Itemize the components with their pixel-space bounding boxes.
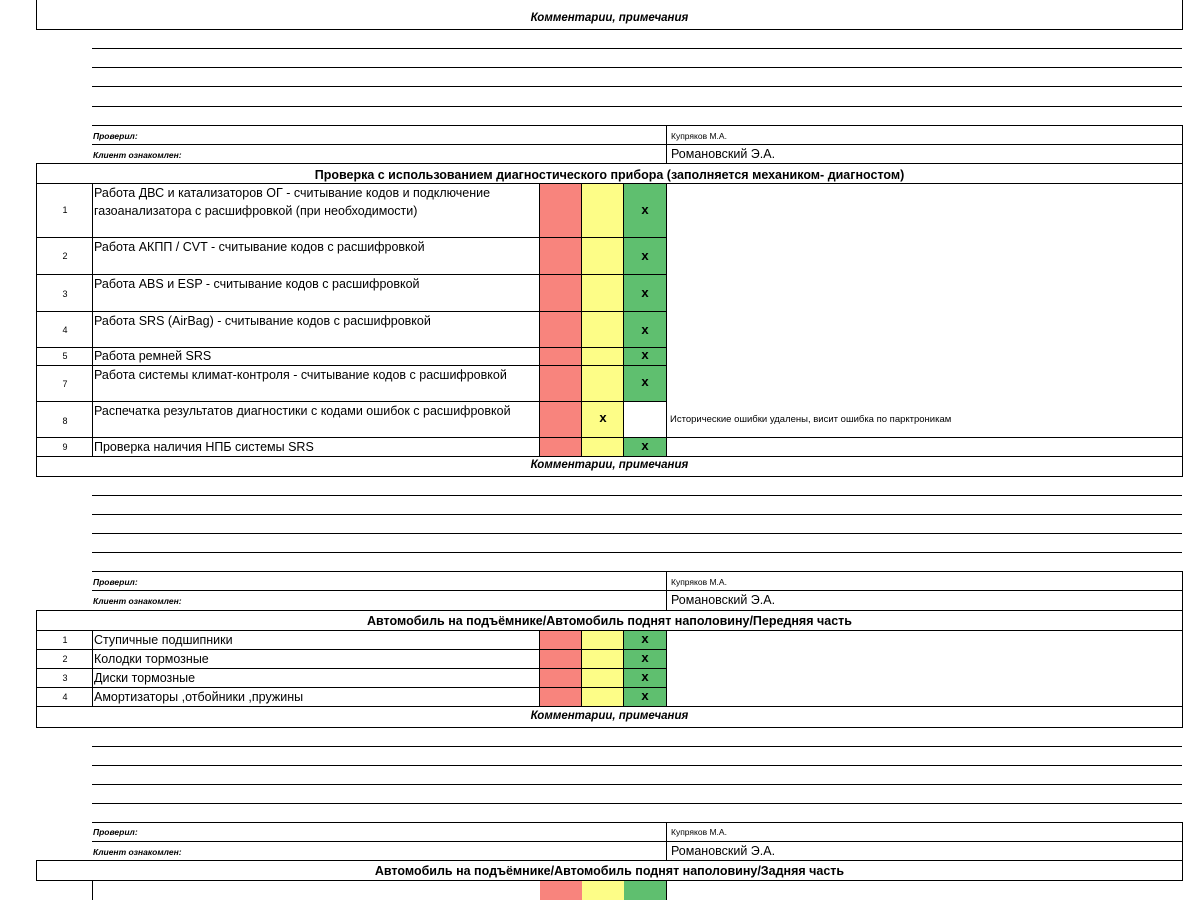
checked-by-name: Купряков М.А. (671, 577, 727, 587)
comment-line (92, 125, 1182, 126)
row-number: 1 (62, 635, 68, 645)
check-mark: x (641, 650, 649, 665)
table-col-divider (623, 630, 624, 706)
section-right-border (1182, 860, 1183, 880)
table-border-left (36, 630, 37, 706)
table-col-divider (92, 630, 93, 706)
status-red-cell (540, 312, 582, 347)
table-col-divider (581, 183, 582, 456)
comments-header-1: Комментарии, примечания (530, 12, 689, 24)
section-title-diagnostic: Проверка с использованием диагностического прибора (заполняется механиком- диагностом) (314, 168, 905, 182)
section-title-lift-rear: Автомобиль на подъёмнике/Автомобиль поднят наполовину/Задняя часть (374, 864, 845, 878)
check-mark: x (641, 248, 649, 263)
check-mark: x (641, 374, 649, 389)
comment-line (92, 803, 1182, 804)
row-description: Колодки тормозные (94, 652, 209, 666)
table-border-right (1182, 183, 1183, 456)
row-number: 4 (62, 325, 68, 335)
row-comment: Исторические ошибки удалены, висит ошибка по парктроникам (670, 414, 952, 425)
status-yellow-cell (582, 312, 624, 347)
row-number: 2 (62, 654, 68, 664)
section-right-border (1182, 610, 1183, 630)
status-red-cell (540, 438, 582, 456)
comment-line (92, 784, 1182, 785)
comment-line (92, 495, 1182, 496)
signature-line (92, 144, 1182, 145)
row-description: Работа системы климат-контроля - считывание кодов с расшифровкой (94, 368, 507, 382)
signature-divider (666, 125, 667, 163)
check-mark: x (599, 410, 607, 425)
status-red-cell (540, 275, 582, 311)
section-title-lift-front: Автомобиль на подъёмнике/Автомобиль поднят наполовину/Передняя часть (367, 614, 852, 628)
signature-line (92, 841, 1182, 842)
check-mark: x (641, 688, 649, 703)
table-col-divider (539, 630, 540, 706)
comments-header-bottom (36, 727, 1183, 728)
signature-divider (666, 822, 667, 860)
comment-line (92, 86, 1182, 87)
row-number: 5 (62, 351, 68, 361)
row-description: Работа SRS (AirBag) - считывание кодов с расшифровкой (94, 314, 431, 328)
row-description: Проверка наличия НПБ системы SRS (94, 440, 314, 454)
checked-by-label: Проверил: (93, 827, 138, 837)
status-red-cell (540, 881, 582, 900)
table-col-divider (92, 183, 93, 456)
comment-line (92, 571, 1182, 572)
checked-by-label: Проверил: (93, 131, 138, 141)
comment-line (92, 67, 1182, 68)
check-mark: x (641, 202, 649, 217)
comment-line (92, 746, 1182, 747)
status-red-cell (540, 238, 582, 274)
status-red-cell (540, 366, 582, 401)
comments-header-left (36, 706, 37, 727)
checked-by-name: Купряков М.А. (671, 131, 727, 141)
table-col-divider (92, 880, 93, 900)
check-mark: x (641, 285, 649, 300)
comment-line (92, 514, 1182, 515)
status-red-cell (540, 184, 582, 237)
check-mark: x (641, 347, 649, 362)
row-number: 1 (62, 205, 68, 215)
check-mark: x (641, 322, 649, 337)
row-number: 7 (62, 379, 68, 389)
row-number: 4 (62, 692, 68, 702)
row-description: Ступичные подшипники (94, 633, 233, 647)
client-ack-label: Клиент ознакомлен: (93, 150, 182, 160)
table-col-divider (666, 630, 667, 706)
client-ack-label: Клиент ознакомлен: (93, 596, 182, 606)
check-mark: x (641, 438, 649, 453)
status-yellow-cell (582, 238, 624, 274)
comment-line (92, 552, 1182, 553)
comments-header-right (1182, 456, 1183, 476)
section-right-border (1182, 163, 1183, 184)
row-description: Работа АКПП / CVT - считывание кодов с расшифровкой (94, 240, 425, 254)
status-red-cell (540, 402, 582, 437)
comment-line (92, 48, 1182, 49)
client-ack-name: Романовский Э.А. (671, 147, 776, 161)
status-yellow-cell (582, 275, 624, 311)
page-right-border (1182, 0, 1183, 29)
table-col-divider (666, 183, 667, 456)
row-description: Амортизаторы ,отбойники ,пружины (94, 690, 304, 704)
row-description: Работа ABS и ESP - считывание кодов с расшифровкой (94, 277, 420, 291)
row-number: 8 (62, 416, 68, 426)
comment-line (92, 765, 1182, 766)
status-red-cell (540, 631, 582, 707)
signature-right-border (1182, 822, 1183, 860)
checked-by-name: Купряков М.А. (671, 827, 727, 837)
table-col-divider (539, 183, 540, 456)
row-description: Диски тормозные (94, 671, 196, 685)
section-left-border (36, 610, 37, 630)
table-col-divider (581, 630, 582, 706)
signature-divider (666, 571, 667, 610)
client-ack-name: Романовский Э.А. (671, 844, 776, 858)
table-col-divider (623, 183, 624, 456)
table-col-divider (666, 880, 667, 900)
signature-line (92, 590, 1182, 591)
comment-line (92, 106, 1182, 107)
comments-header-right (1182, 706, 1183, 727)
status-yellow-cell (582, 881, 624, 900)
comment-line (92, 822, 1182, 823)
section-left-border (36, 163, 37, 184)
check-mark: x (641, 669, 649, 684)
client-ack-label: Клиент ознакомлен: (93, 847, 182, 857)
checked-by-label: Проверил: (93, 577, 138, 587)
comments-header-left (36, 456, 37, 476)
check-mark: x (641, 631, 649, 646)
comments-header-bottom (36, 476, 1183, 477)
status-yellow-cell (582, 366, 624, 401)
row-number: 3 (62, 673, 68, 683)
status-yellow-cell (582, 184, 624, 237)
signature-right-border (1182, 571, 1183, 610)
client-ack-name: Романовский Э.А. (671, 593, 776, 607)
signature-right-border (1182, 125, 1183, 163)
signature-line (36, 163, 1183, 164)
comments-header-2: Комментарии, примечания (530, 459, 689, 471)
status-yellow-cell (582, 438, 624, 456)
comment-line (92, 533, 1182, 534)
row-number: 2 (62, 251, 68, 261)
comments-header-1-bottom (36, 29, 1183, 30)
comments-header-3: Комментарии, примечания (530, 710, 689, 722)
status-yellow-cell (582, 631, 624, 707)
row-divider (36, 456, 1183, 457)
status-red-cell (540, 348, 582, 365)
row-number: 3 (62, 289, 68, 299)
row-number: 9 (62, 442, 68, 452)
signature-line (36, 860, 1183, 861)
table-border-right (1182, 630, 1183, 706)
table-border-left (36, 183, 37, 456)
row-description: Распечатка результатов диагностики с кодами ошибок с расшифровкой (94, 404, 511, 418)
status-green-cell (624, 881, 667, 900)
signature-line (36, 610, 1183, 611)
row-divider (36, 706, 1183, 707)
row-description: Работа ремней SRS (94, 349, 212, 363)
status-yellow-cell (582, 348, 624, 365)
section-left-border (36, 860, 37, 880)
row-description: Работа ДВС и катализаторов ОГ - считывание кодов и подключение газоанализатора с расшифровкой (при необходимости) (94, 186, 491, 218)
